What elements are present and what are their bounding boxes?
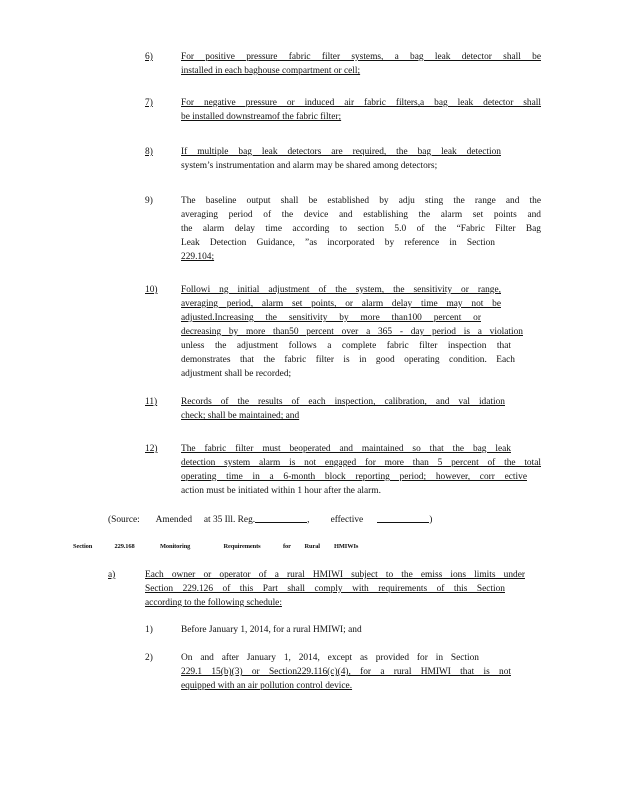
text-line: On and after January 1, 2014, except as provided for in Section <box>181 653 479 663</box>
text-line: Leak Detection Guidance, ”as incorporated by reference in Section <box>181 238 495 248</box>
subsection-text <box>145 568 533 610</box>
source-note <box>108 512 432 525</box>
item-number: 10) <box>145 285 158 295</box>
text-line: action must be initiated within 1 hour after the alarm. <box>181 486 381 496</box>
text-line: decreasing by more than50 percent over a 365 - day period is a violation <box>181 327 523 337</box>
register-blank <box>255 512 310 525</box>
effective-blank <box>377 512 429 523</box>
text-line: adjusted.Increasing the sensitivity by more than100 percent or <box>181 313 481 323</box>
text-line: Section 229.126 of this Part shall comply with requirements of this Section <box>145 584 505 594</box>
text-line: Followi ng initial adjustment of the system, the sensitivity or range, <box>181 285 501 295</box>
text-line: check; shall be maintained; and <box>181 411 300 421</box>
section-number: 229.168 <box>114 543 135 550</box>
section-title-word: HMIWIs <box>334 543 359 550</box>
item-number: 11) <box>145 397 158 407</box>
section-title-word: Requirements <box>223 543 261 550</box>
text-line: If multiple bag leak detectors are required, the bag leak detection <box>181 147 501 157</box>
text-line: be installed downstreamof the fabric filter; <box>181 112 342 122</box>
subsection-label: a) <box>108 570 116 580</box>
text-line: Records of the results of each inspection, calibration, and val idation <box>181 397 505 407</box>
section-heading <box>73 543 393 550</box>
item-number: 12) <box>145 444 158 454</box>
source-effective: effective <box>330 515 364 525</box>
text-line: averaging period of the device and establishing the alarm set points and <box>181 210 541 220</box>
text-line: system’s instrumentation and alarm may be shared among detectors; <box>181 161 438 171</box>
item-text <box>181 96 541 124</box>
text-line: operating time in a 6-month block reporting period; however, corr ective <box>181 472 527 482</box>
text-line: detection system alarm is not engaged for more than 5 percent of the total <box>181 458 541 468</box>
item-text <box>181 651 541 693</box>
text-line: Before January 1, 2014, for a rural HMIWI; and <box>181 625 362 635</box>
text-line: The fabric filter must beoperated and maintained so that the bag leak <box>181 444 511 454</box>
source-close: ) <box>429 515 433 525</box>
text-line: averaging period, alarm set points, or alarm delay time may not be <box>181 299 501 309</box>
text-line: 229.1 15(b)(3) or Section229.116(c)(4), for a rural HMIWI that is not <box>181 667 511 677</box>
text-line: installed in each baghouse compartment or cell; <box>181 66 361 76</box>
section-label: Section <box>73 543 93 550</box>
text-line: equipped with an air pollution control device. <box>181 681 353 691</box>
item-number: 1) <box>145 625 153 635</box>
item-number: 7) <box>145 98 153 108</box>
item-text <box>181 145 541 173</box>
section-title-word: Rural <box>304 543 320 550</box>
text-line: adjustment shall be recorded; <box>181 369 292 379</box>
text-line: unless the adjustment follows a complete fabric filter inspection that <box>181 341 511 351</box>
item-text <box>181 283 541 381</box>
section-title-word: for <box>283 543 291 550</box>
text-line: For negative pressure or induced air fabric filters,a bag leak detector shall <box>181 98 541 108</box>
text-line: The baseline output shall be established by adju sting the range and the <box>181 196 541 206</box>
text-line: according to the following schedule: <box>145 598 282 608</box>
text-line: For positive pressure fabric filter systems, a bag leak detector shall be <box>181 52 541 62</box>
item-number: 9) <box>145 196 153 206</box>
item-text <box>181 442 541 498</box>
item-text <box>181 50 541 78</box>
text-line: 229.104; <box>181 252 215 262</box>
item-text <box>181 623 541 637</box>
source-register: at 35 Ill. Reg. <box>203 515 256 525</box>
item-number: 8) <box>145 147 153 157</box>
text-line: the alarm delay time according to section 5.0 of the “Fabric Filter Bag <box>181 224 541 234</box>
text-line: Each owner or operator of a rural HMIWI subject to the emiss ions limits under <box>145 570 525 580</box>
section-title-word: Monitoring <box>160 543 191 550</box>
source-open: (Source: <box>108 515 140 525</box>
source-amended: Amended <box>155 515 193 525</box>
text-line: demonstrates that the fabric filter is in good operating condition. Each <box>181 355 515 365</box>
item-text <box>181 194 541 264</box>
item-number: 6) <box>145 52 153 62</box>
item-text <box>181 395 541 423</box>
source-comma: , <box>307 515 310 525</box>
item-number: 2) <box>145 653 153 663</box>
